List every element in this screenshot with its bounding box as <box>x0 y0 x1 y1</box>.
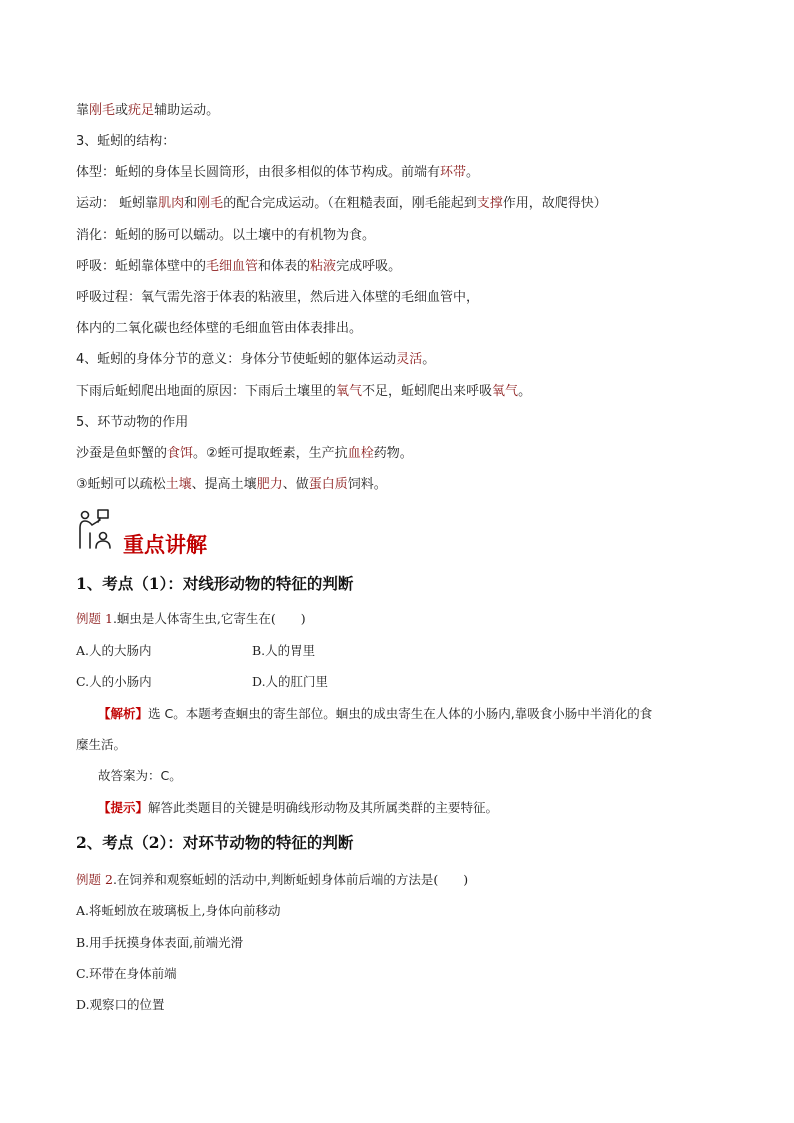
text-segment: 的配合完成运动。（在粗糙表面，刚毛能起到 <box>223 196 477 211</box>
key-term: 土壤 <box>165 477 192 492</box>
text-line <box>76 258 401 276</box>
text-segment: 。 <box>466 165 480 180</box>
text-segment: 、做 <box>282 477 309 492</box>
example-2-question: 例题 2.在饲养和观察蚯蚓的活动中,判断蚯蚓身体前后端的方法是( ) <box>76 872 469 887</box>
text-line <box>76 320 362 338</box>
key-term: 刚毛 <box>197 196 224 211</box>
text-line <box>76 164 479 182</box>
text-segment: 呼吸：蚯蚓靠体壁中的 <box>76 259 207 274</box>
key-point-2-title: 2、考点（2）：对环节动物的特征的判断 <box>76 833 354 852</box>
text-line <box>76 383 531 401</box>
option-d: D.观察口的位置 <box>76 997 165 1012</box>
key-term: 蛋白质 <box>308 477 348 492</box>
option-b: B.用手抚摸身体表面,前端光滑 <box>76 935 244 950</box>
text-line <box>76 351 435 369</box>
text-segment: 。 <box>518 384 532 399</box>
tip-tag: 【提示】 <box>98 800 149 815</box>
text-segment: 作用，故爬得快） <box>502 196 607 211</box>
text-line <box>76 414 188 432</box>
text-segment: 沙蚕是鱼虾蟹的 <box>76 446 168 461</box>
text-segment: 。②蛭可提取蛭素，生产抗 <box>193 446 348 461</box>
key-term: 刚毛 <box>89 103 116 118</box>
key-term: 支撑 <box>476 196 503 211</box>
analysis-line-1: 【解析】选 C。本题考查蛔虫的寄生部位。蛔虫的成虫寄生在人体的小肠内,靠吸食小肠中半消化的食 <box>98 706 653 721</box>
option-b: B.人的胃里 <box>252 643 316 658</box>
text-segment: 辅助运动。 <box>154 103 220 118</box>
key-term: 氧气 <box>492 384 519 399</box>
key-term: 肥力 <box>256 477 283 492</box>
text-segment: 靠 <box>76 103 90 118</box>
text-line <box>76 289 479 307</box>
key-term: 灵活 <box>396 352 423 367</box>
option-a: A.人的大肠内 <box>76 643 152 658</box>
option-a: A.将蚯蚓放在玻璃板上,身体向前移动 <box>76 903 281 918</box>
text-segment: 4、蚯蚓的身体分节的意义：身体分节使蚯蚓的躯体运动 <box>76 352 397 367</box>
text-segment: 药物。 <box>373 446 413 461</box>
option-d: D.人的肛门里 <box>252 674 329 689</box>
section-title: 重点讲解 <box>123 532 207 557</box>
analysis-line-2: 糜生活。 <box>76 737 127 752</box>
key-term: 氧气 <box>336 384 363 399</box>
text-segment: 运动： 蚯蚓靠 <box>76 196 159 211</box>
text-segment: 完成呼吸。 <box>336 259 402 274</box>
text-line <box>76 445 413 463</box>
text-segment: 和 <box>184 196 198 211</box>
text-segment: 3、蚯蚓的结构： <box>76 134 176 149</box>
tip-line: 【提示】解答此类题目的关键是明确线形动物及其所属类群的主要特征。 <box>98 800 499 815</box>
key-term: 血栓 <box>347 446 374 461</box>
text-line <box>76 227 375 245</box>
option-c: C.人的小肠内 <box>76 674 152 689</box>
analysis-tag: 【解析】 <box>98 706 149 721</box>
text-segment: 不足，蚯蚓爬出来呼吸 <box>362 384 493 399</box>
text-line <box>76 133 175 151</box>
text-segment: 体型：蚯蚓的身体呈长圆筒形，由很多相似的体节构成。前端有 <box>76 165 441 180</box>
text-segment: 或 <box>115 103 129 118</box>
text-line <box>76 195 607 213</box>
key-term: 毛细血管 <box>206 259 259 274</box>
text-segment: 消化：蚯蚓的肠可以蠕动。以土壤中的有机物为食。 <box>76 228 376 243</box>
example-1-label: 例题 1 <box>76 611 113 626</box>
text-segment: 、提高土壤 <box>191 477 257 492</box>
teacher-presenting-icon <box>76 508 120 552</box>
text-segment: 和体表的 <box>258 259 311 274</box>
answer-line: 故答案为：C。 <box>98 768 182 783</box>
text-segment: 下雨后蚯蚓爬出地面的原因：下雨后土壤里的 <box>76 384 337 399</box>
text-segment: 。 <box>422 352 436 367</box>
text-segment: 体内的二氧化碳也经体壁的毛细血管由体表排出。 <box>76 321 363 336</box>
key-term: 肌肉 <box>158 196 185 211</box>
text-segment: ③蚯蚓可以疏松 <box>76 477 166 492</box>
text-segment: 5、环节动物的作用 <box>76 415 189 430</box>
text-segment: 饲料。 <box>347 477 387 492</box>
text-segment: 呼吸过程：氧气需先溶于体表的粘液里，然后进入体壁的毛细血管中， <box>76 290 480 305</box>
key-term: 疣足 <box>128 103 155 118</box>
key-term: 食饵 <box>167 446 194 461</box>
key-point-1-title: 1、考点（1）：对线形动物的特征的判断 <box>76 574 354 593</box>
key-term: 粘液 <box>310 259 337 274</box>
example-1-question: 例题 1.蛔虫是人体寄生虫,它寄生在( ) <box>76 611 306 626</box>
example-2-label: 例题 2 <box>76 872 113 887</box>
text-line <box>76 476 387 494</box>
option-c: C.环带在身体前端 <box>76 966 177 981</box>
text-line <box>76 102 219 120</box>
key-term: 环带 <box>440 165 467 180</box>
